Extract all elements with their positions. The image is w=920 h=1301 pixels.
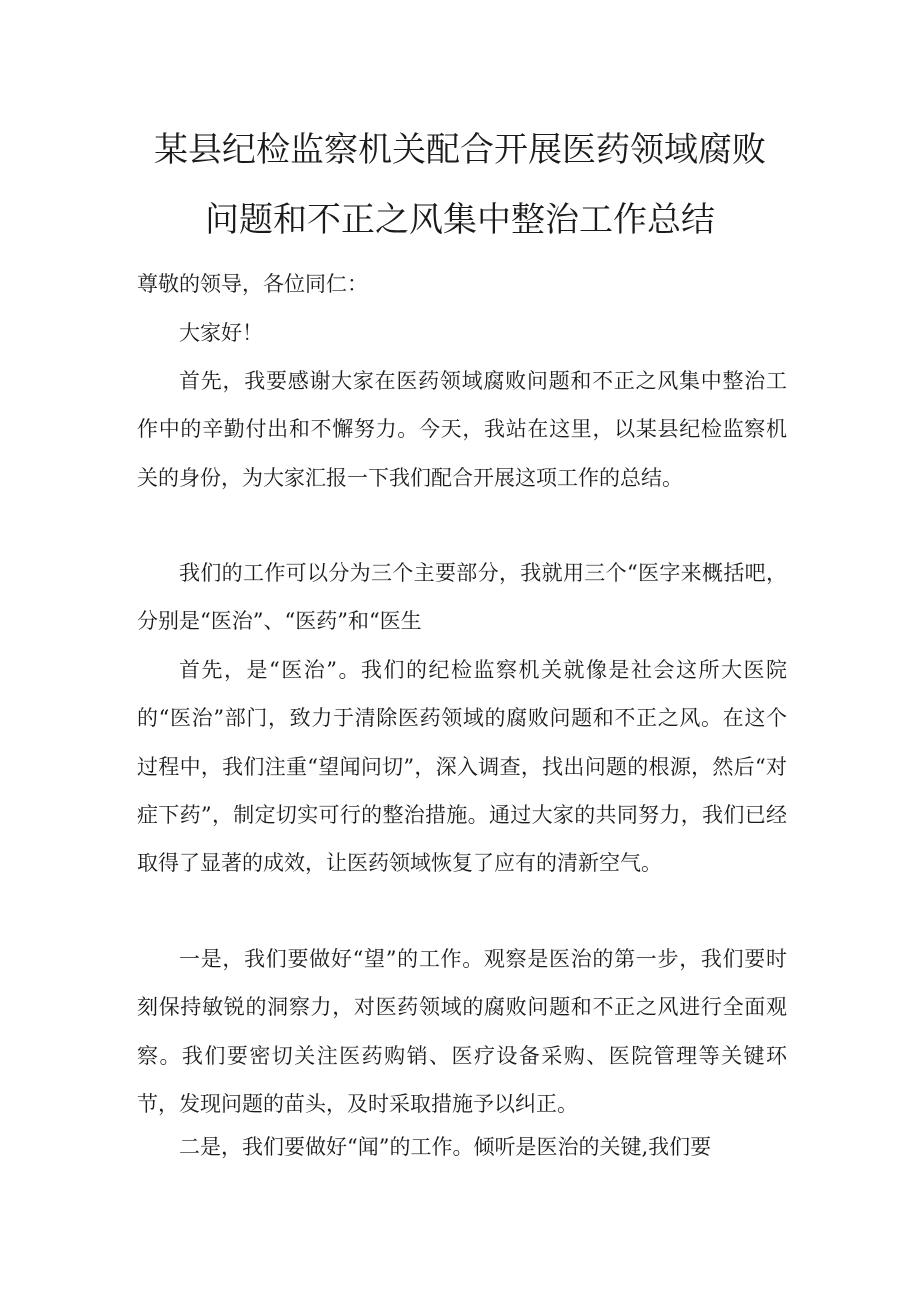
paragraph-yizhi: 首先，是“医治”。我们的纪检监察机关就像是社会这所大医院的“医治”部门，致力于清除医药领域的腐败问题和不正之风。在这个过程中，我们注重“望闻问切”，深入调查，找出问题的根源，然后“对症下药”，制定切实可行的整治措施。通过大家的共同努力，我们已经取得了显著的成效，让医药领域恢复了应有的清新空气。 [137, 658, 787, 876]
document-title-line-2: 问题和不正之风集中整治工作总结 [205, 200, 715, 240]
document-title-line-1: 某县纪检监察机关配合开展医药领域腐败 [154, 130, 766, 170]
paragraph-wen: 二是，我们要做好“闻”的工作。倾听是医治的关键,我们要 [179, 1135, 712, 1159]
paragraph-thanks: 首先，我要感谢大家在医药领域腐败问题和不正之风集中整治工作中的辛勤付出和不懈努力。今天，我站在这里，以某县纪检监察机关的身份，为大家汇报一下我们配合开展这项工作的总结。 [137, 369, 787, 490]
salutation: 尊敬的领导，各位同仁： [137, 272, 368, 296]
paragraph-greeting: 大家好！ [179, 321, 263, 345]
paragraph-wang: 一是，我们要做好“望”的工作。观察是医治的第一步，我们要时刻保持敏锐的洞察力，对医药领域的腐败问题和不正之风进行全面观察。我们要密切关注医药购销、医疗设备采购、医院管理等关键环节，发现问题的苗头，及时采取措施予以纠正。 [137, 947, 787, 1116]
paragraph-overview: 我们的工作可以分为三个主要部分，我就用三个“医字来概括吧，分别是“医治”、“医药”和“医生 [137, 561, 787, 634]
